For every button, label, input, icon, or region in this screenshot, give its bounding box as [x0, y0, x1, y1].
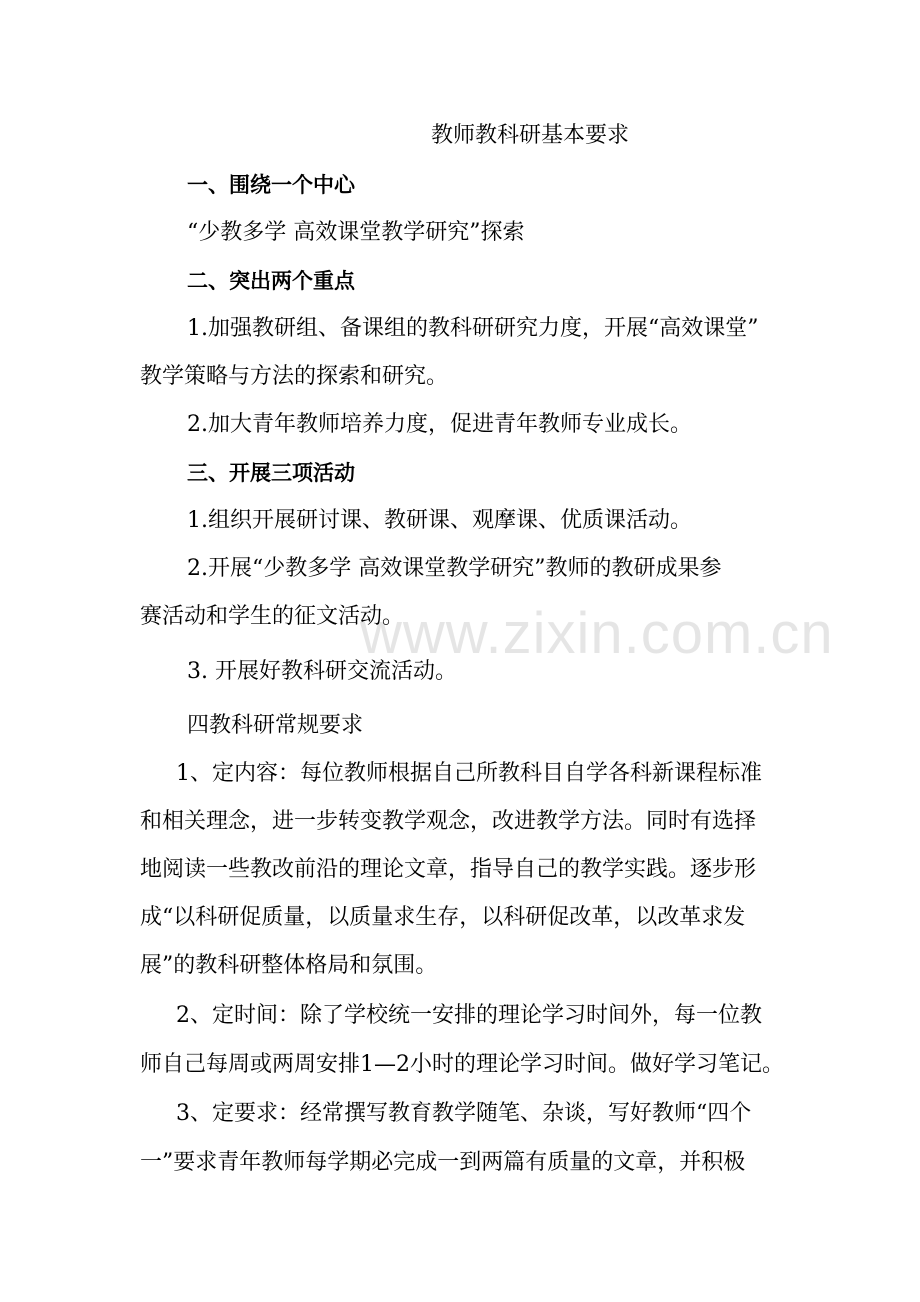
section2-heading: 二、突出两个重点 — [187, 269, 355, 293]
section4-p3-line1: 3、定要求：经常撰写教育教学随笔、杂谈，写好教师“四个 — [176, 1101, 752, 1126]
section3-item2-line2: 赛活动和学生的征文活动。 — [140, 604, 405, 629]
watermark: www.zixin.com.cn — [360, 601, 834, 666]
section4-p2-line1: 2、定时间：除了学校统一安排的理论学习时间外，每一位教 — [176, 1003, 762, 1028]
section1-heading: 一、围绕一个中心 — [187, 173, 355, 197]
section1-text: “少教多学 高效课堂教学研究”探索 — [187, 220, 525, 245]
section3-heading: 三、开展三项活动 — [187, 461, 355, 485]
section4-p1-line5: 展”的教科研整体格局和氛围。 — [140, 953, 438, 978]
section2-item2: 2.加大青年教师培养力度，促进青年教师专业成长。 — [187, 412, 692, 437]
section3-item3: 3. 开展好教科研交流活动。 — [187, 659, 457, 684]
page-title: 教师教科研基本要求 — [431, 123, 630, 148]
section4-p1-line2: 和相关理念，进一步转变教学观念，改进教学方法。同时有选择 — [140, 809, 757, 834]
section3-item2-line1: 2.开展“少教多学 高效课堂教学研究”教师的教研成果参 — [187, 556, 722, 581]
section4-p1-line3: 地阅读一些教改前沿的理论文章，指导自己的教学实践。逐步形 — [140, 857, 757, 882]
section3-item1: 1.组织开展研讨课、教研课、观摩课、优质课活动。 — [187, 508, 692, 533]
section4-heading: 四教科研常规要求 — [187, 713, 364, 738]
section2-item1-line2: 教学策略与方法的探索和研究。 — [140, 364, 449, 389]
section4-p1-line1: 1、定内容：每位教师根据自己所教科目自学各科新课程标准 — [176, 761, 762, 786]
section4-p3-line2: 一”要求青年教师每学期必完成一到两篇有质量的文章，并积极 — [140, 1150, 746, 1175]
section2-item1-line1: 1.加强教研组、备课组的教科研研究力度，开展“高效课堂” — [187, 316, 759, 341]
section4-p1-line4: 成“以科研促质量，以质量求生存，以科研促改革，以改革求发 — [140, 905, 746, 930]
section4-p2-line2: 师自己每周或两周安排1—2小时的理论学习时间。做好学习笔记。 — [140, 1052, 784, 1077]
